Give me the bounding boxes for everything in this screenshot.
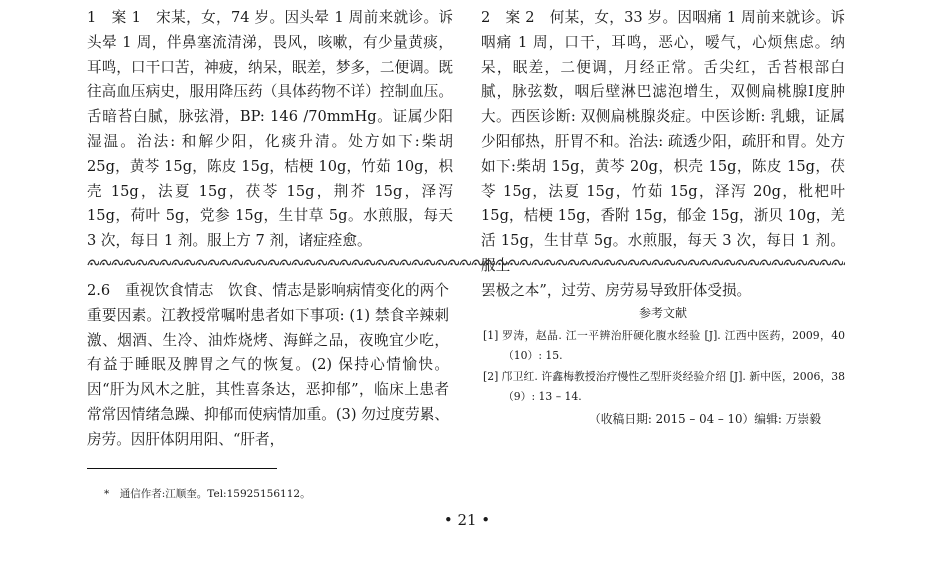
previous-line-fragment (0, 0, 934, 4)
references-title: 参考文献 (638, 306, 687, 320)
case-2-text: 2 案 2 何某，女，33 岁。因咽痛 1 周前来就诊。诉咽痛 1 周，口干，耳鸣，恶心，嗳气，心烦焦虑。纳呆，眠差，二便调，月经正常。舌尖红，舌苔根部白腻，脉弦数，咽后壁淋巴滤泡增生，双侧扁桃腺Ⅰ度肿大。西医诊断: 双侧扁桃腺炎症。中医诊断: 乳蛾，证属少阳郁热，肝胃不和。治法: 疏透少阳，疏肝和胃。处方如下:柴胡 15g，黄芩 20g，枳壳 15g，陈皮 15g，茯苓 15g，法夏 15g，竹茹 15g，泽泻 20g，枇杷叶 15g，桔梗 15g，香附 15g，郁金 15g，浙贝 10g，羌活 15g，生甘草 5g。水煎服，每天 3 次，每日 1 剂。 (481, 9, 845, 250)
decorative-divider (87, 256, 845, 270)
reference-1: [1] 罗涛，赵晶. 江一平辨治肝硬化腹水经验 [J]. 江西中医药，2009，40（10）: 15. (483, 329, 845, 362)
received-date-editor: （收稿日期: 2015 – 04 – 10）编辑: 万崇毅 (588, 412, 821, 426)
section-2-6-diet-emotion: 2.6 重视饮食情志 饮食、情志是影响病情变化的两个重要因素。江教授常嘱咐患者如下事项: (1) 禁食辛辣刺激、烟酒、生冷、油炸烧烤、海鲜之品，夜晚宜少吃，有益于睡眠及脾胃之气的恢复。(2) 保持心情愉快。因“肝为风木之脏，其性喜条达，恶抑郁”，临床上患者常常因情绪急躁、抑郁而使病情加重。(3) 勿过度劳累、房劳。因肝体阴用阳、“肝者， (87, 282, 449, 448)
case-1-text: 1 案 1 宋某，女，74 岁。因头晕 1 周前来就诊。诉头晕 1 周，伴鼻塞流清涕，畏风，咳嗽，有少量黄痰，耳鸣，口干口苦，神疲，纳呆，眠差，梦多，二便调。既往高血压病史，服用降压药（具体药物不详）控制血压。舌暗苔白腻，脉弦滑，BP: 146 /70mmHg。证属少阳湿温。治法: 和解少阳，化痰升清。处方如下:柴胡 25g，黄芩 15g，陈皮 15g，桔梗 10g，竹茹 10g，枳壳 15g，法夏 15g，茯苓 15g，荆芥 15g，泽泻 15g，荷叶 5g，党参 15g，生甘草 5g。水煎服，每天 3 次，每日 1 剂。服上方 7 剂，诸症痊愈。 (87, 9, 453, 250)
reference-2: [2] 邝卫红. 许鑫梅教授治疗慢性乙型肝炎经验介绍 [J]. 新中医，2006，38（9）: 13 – 14. (483, 370, 845, 403)
page-number: • 21 • (443, 511, 491, 529)
section-continuation: 罢极之本”，过劳、房劳易导致肝体受损。 (481, 282, 752, 299)
footnote-rule (87, 468, 277, 469)
corresponding-author-footnote: * 通信作者:江顺奎。Tel:15925156112。 (104, 488, 311, 500)
